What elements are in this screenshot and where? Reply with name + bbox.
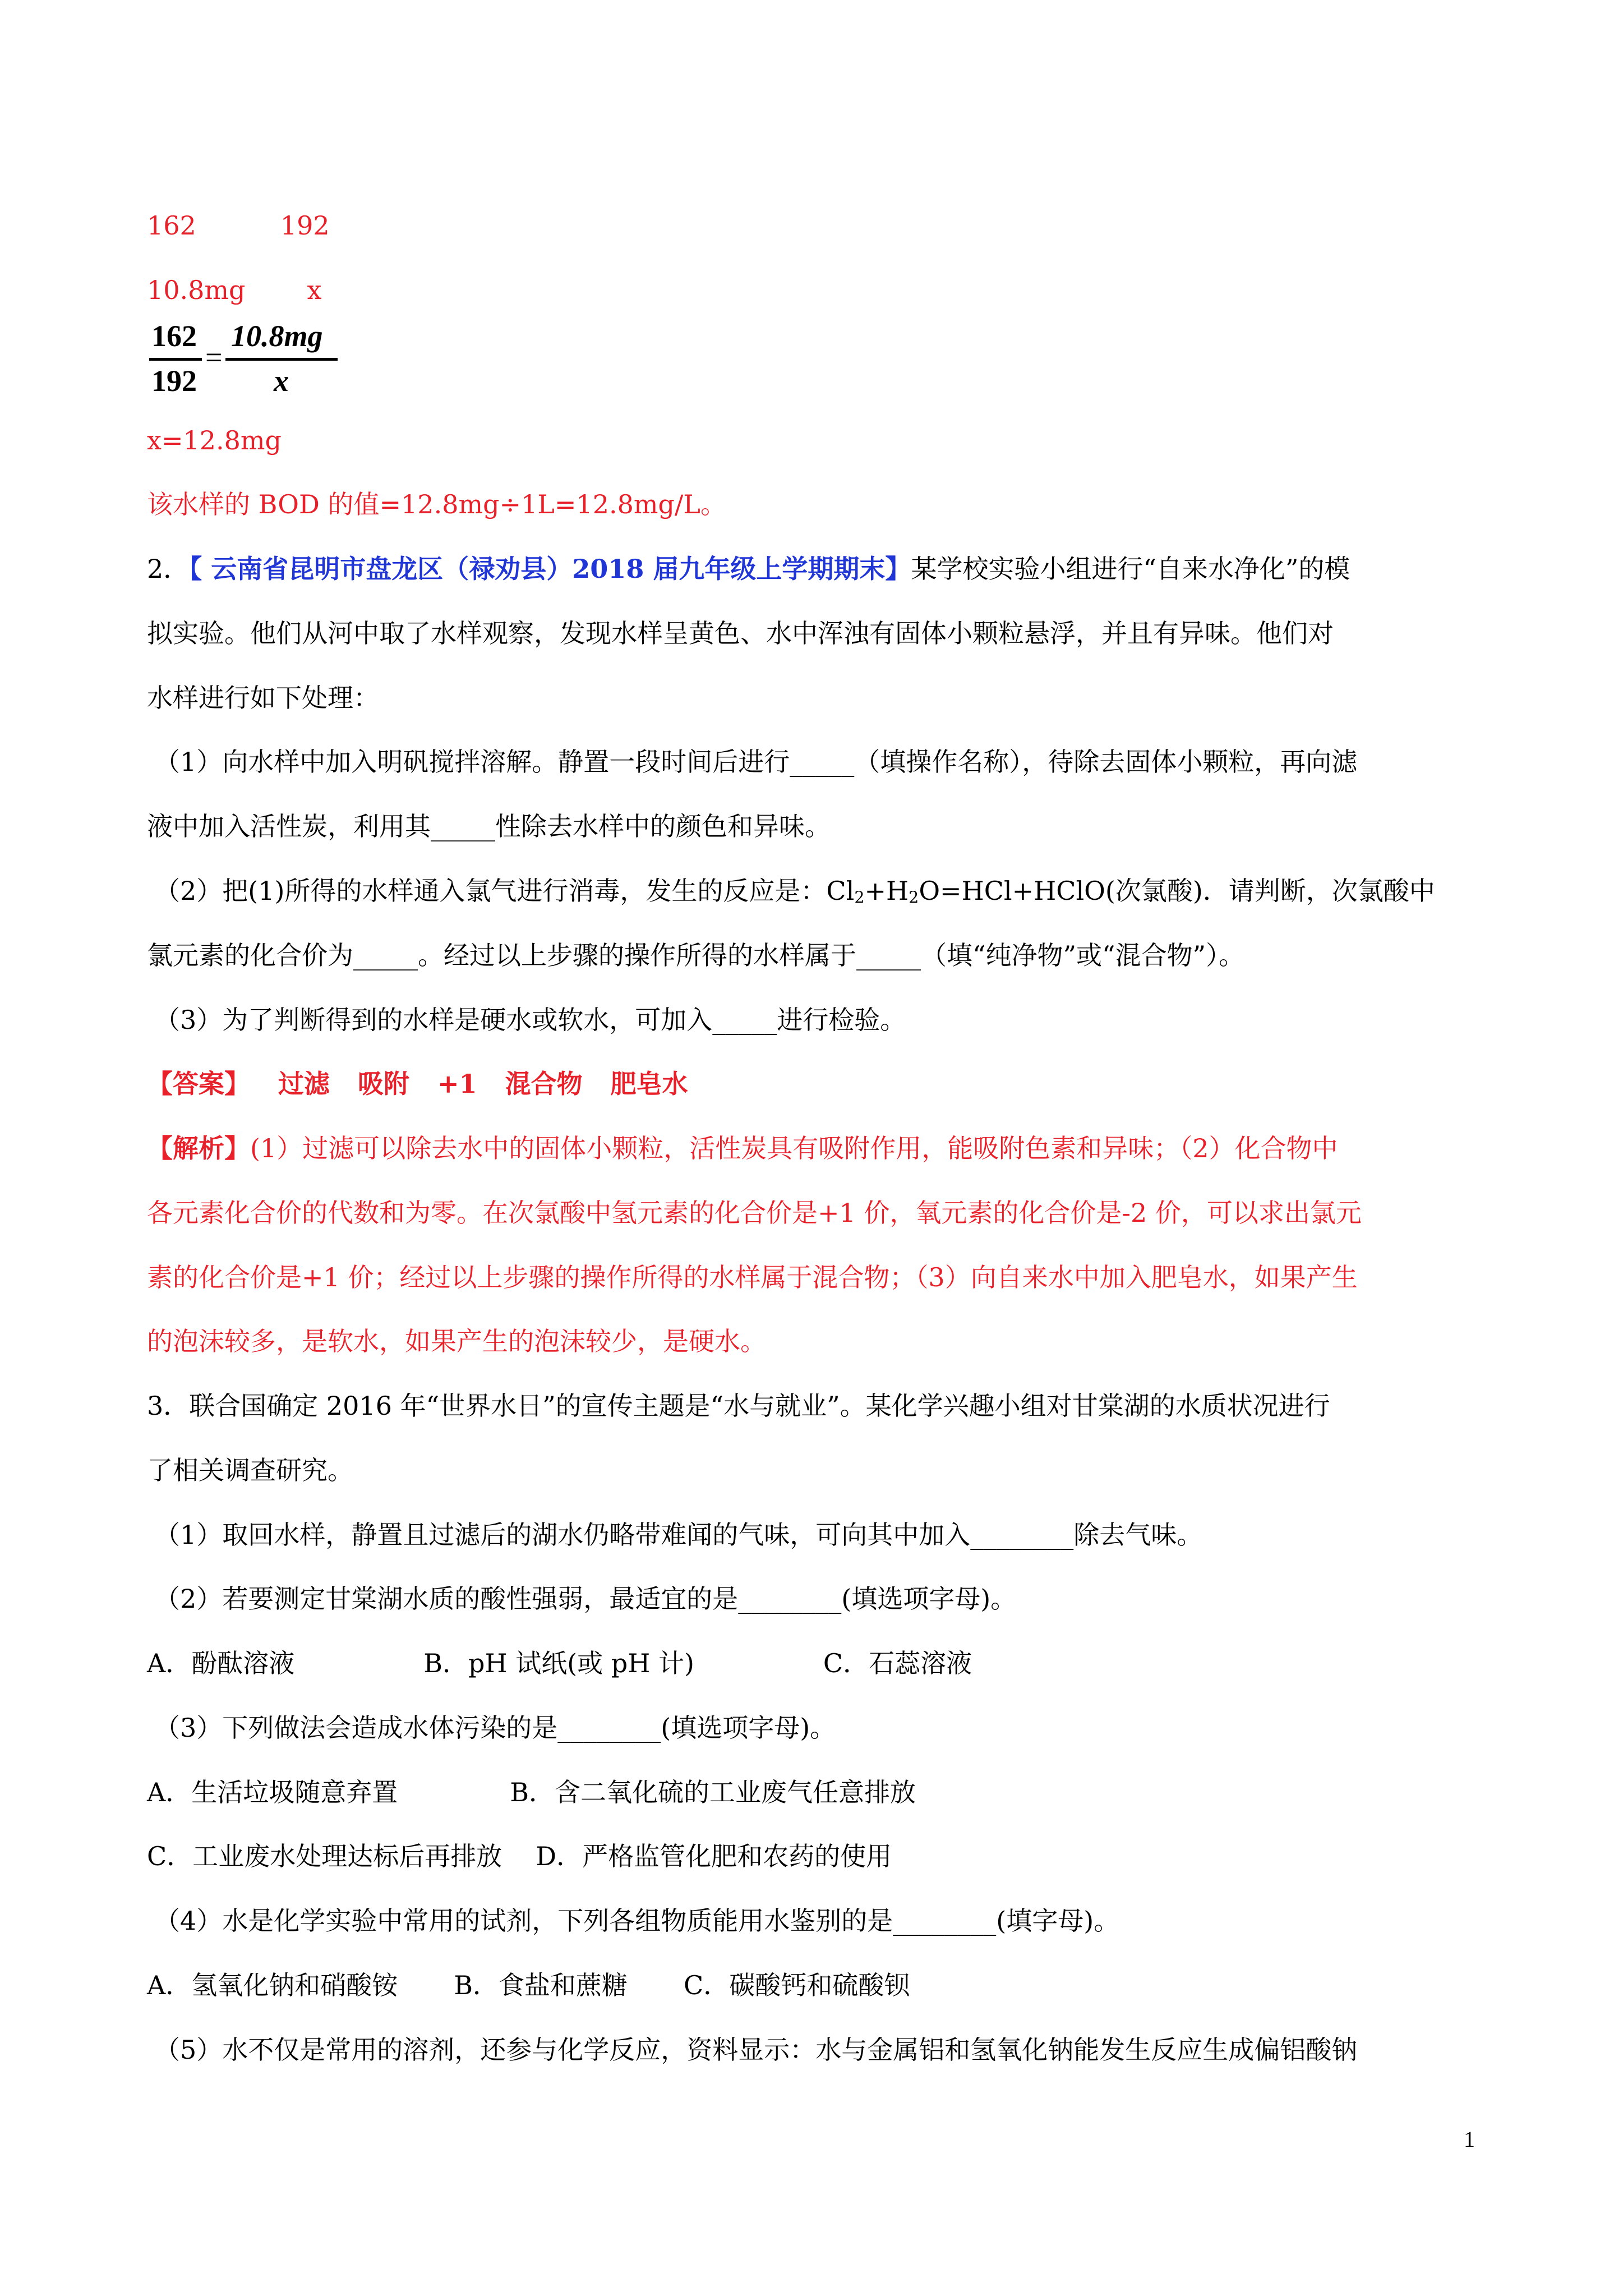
q2-part2-text-c: O=HCl+HClO(次氯酸)．请判断，次氯酸中 <box>919 876 1435 906</box>
q2-stem-line-2: 拟实验。他们从河中取了水样观察，发现水样呈黄色、水中浑浊有固体小颗粒悬浮，并且有异味。他们对 <box>147 618 1334 648</box>
answer-4: 混合物 <box>505 1069 583 1099</box>
q3-stem-line-2: 了相关调查研究。 <box>147 1455 353 1485</box>
subscript-2: 2 <box>909 888 919 907</box>
subscript-2: 2 <box>854 888 865 907</box>
q2-part2-text-b: +H <box>864 876 909 906</box>
q2-stem-line-3: 水样进行如下处理： <box>147 683 379 713</box>
q3-stem-line-1: 3．联合国确定 2016 年“世界水日”的宣传主题是“水与就业”。某化学兴趣小组对甘棠湖的水质状况进行 <box>147 1391 1330 1421</box>
option-c: C．碳酸钙和硫酸钡 <box>684 1970 910 2000</box>
q3-part1-line: （1）取回水样，静置且过滤后的湖水仍略带难闻的气味，可向其中加入________除去气味。 <box>154 1520 1203 1550</box>
q3-part4-options <box>147 1968 910 2002</box>
calc-value-mass: 10.8mg <box>147 275 246 305</box>
q3-part3-line: （3）下列做法会造成水体污染的是________(填选项字母)。 <box>154 1713 836 1743</box>
option-d: D．严格监管化肥和农药的使用 <box>536 1841 892 1871</box>
q2-number: 2． <box>147 554 190 584</box>
q2-analysis-line-2: 各元素化合价的代数和为零。在次氯酸中氢元素的化合价是+1 价，氧元素的化合价是-2 价，可以求出氯元 <box>147 1198 1362 1228</box>
option-c: C．工业废水处理达标后再排放 <box>147 1841 502 1871</box>
option-b: B．pH 试纸(或 pH 计) <box>423 1648 694 1678</box>
q3-part3-options-row-1 <box>147 1775 916 1809</box>
answer-3: +1 <box>437 1069 477 1099</box>
equals-sign: = <box>205 341 223 374</box>
option-a: A．酚酞溶液 <box>147 1648 295 1678</box>
fraction-right-numerator: 10.8mg <box>231 319 323 353</box>
fraction-right-bar <box>225 358 338 361</box>
q2-part1-line-1: （1）向水样中加入明矾搅拌溶解。静置一段时间后进行_____（填操作名称），待除去固体小颗粒，再向滤 <box>154 747 1358 777</box>
answer-2: 吸附 <box>358 1069 409 1099</box>
analysis-label: 【解析】 <box>147 1133 250 1163</box>
q2-analysis-line-1 <box>147 1131 1338 1165</box>
calc-value-192: 192 <box>280 210 330 241</box>
fraction-left-numerator: 162 <box>151 319 197 353</box>
q2-part1-line-2: 液中加入活性炭，利用其_____性除去水样中的颜色和异味。 <box>147 811 831 841</box>
q3-part3-options-row-2 <box>147 1839 892 1873</box>
q2-part2-text-a: （2）把(1)所得的水样通入氯气进行消毒，发生的反应是：Cl <box>154 876 855 906</box>
q2-answer-line <box>147 1067 688 1101</box>
option-a: A．氢氧化钠和硝酸铵 <box>147 1970 398 2000</box>
q3-part2-line: （2）若要测定甘棠湖水质的酸性强弱，最适宜的是________(填选项字母)。 <box>154 1584 1017 1614</box>
fraction-left-denominator: 192 <box>151 364 197 398</box>
q2-stem-text-1: 某学校实验小组进行“自来水净化”的模 <box>911 554 1350 584</box>
option-a: A．生活垃圾随意弃置 <box>147 1777 398 1807</box>
analysis-text-1: (1）过滤可以除去水中的固体小颗粒，活性炭具有吸附作用，能吸附色素和异味；（2）化合物中 <box>250 1133 1338 1163</box>
page-number: 1 <box>1464 2127 1475 2152</box>
calc-result: x=12.8mg <box>147 425 282 455</box>
q3-part5-line: （5）水不仅是常用的溶剂，还参与化学反应，资料显示：水与金属铝和氢氧化钠能发生反应生成偏铝酸钠 <box>154 2035 1358 2065</box>
fraction-right-denominator: x <box>274 364 289 398</box>
q2-part3-line: （3）为了判断得到的水样是硬水或软水，可加入_____进行检验。 <box>154 1005 906 1035</box>
q2-stem-line-1 <box>147 552 1350 586</box>
answer-1: 过滤 <box>278 1069 330 1099</box>
calc-value-x: x <box>307 275 322 305</box>
q3-part2-options <box>147 1646 972 1680</box>
q2-part2-line-2: 氯元素的化合价为_____。经过以上步骤的操作所得的水样属于_____（填“纯净物”或“混合物”）。 <box>147 940 1245 970</box>
answer-5: 肥皂水 <box>610 1069 688 1099</box>
calc-line-1 <box>147 209 330 242</box>
option-b: B．含二氧化硫的工业废气任意排放 <box>510 1777 916 1807</box>
q2-source: 【 云南省昆明市盘龙区（禄劝县）2018 届九年级上学期期末】 <box>189 554 911 584</box>
q2-part2-line-1 <box>154 874 1435 915</box>
q2-analysis-line-4: 的泡沫较多，是软水，如果产生的泡沫较少，是硬水。 <box>147 1326 766 1356</box>
bod-value-line: 该水样的 BOD 的值=12.8mg÷1L=12.8mg/L。 <box>147 489 726 519</box>
proportion-equation <box>147 282 349 416</box>
q3-part4-line: （4）水是化学实验中常用的试剂，下列各组物质能用水鉴别的是________(填字母)。 <box>154 1906 1120 1936</box>
calc-value-162: 162 <box>147 210 196 241</box>
q2-analysis-line-3: 素的化合价是+1 价；经过以上步骤的操作所得的水样属于混合物；（3）向自来水中加入肥皂水，如果产生 <box>147 1262 1358 1292</box>
fraction-left-bar <box>149 358 202 361</box>
option-c: C．石蕊溶液 <box>823 1648 972 1678</box>
answer-label: 【答案】 <box>147 1069 250 1099</box>
option-b: B．食盐和蔗糖 <box>454 1970 628 2000</box>
